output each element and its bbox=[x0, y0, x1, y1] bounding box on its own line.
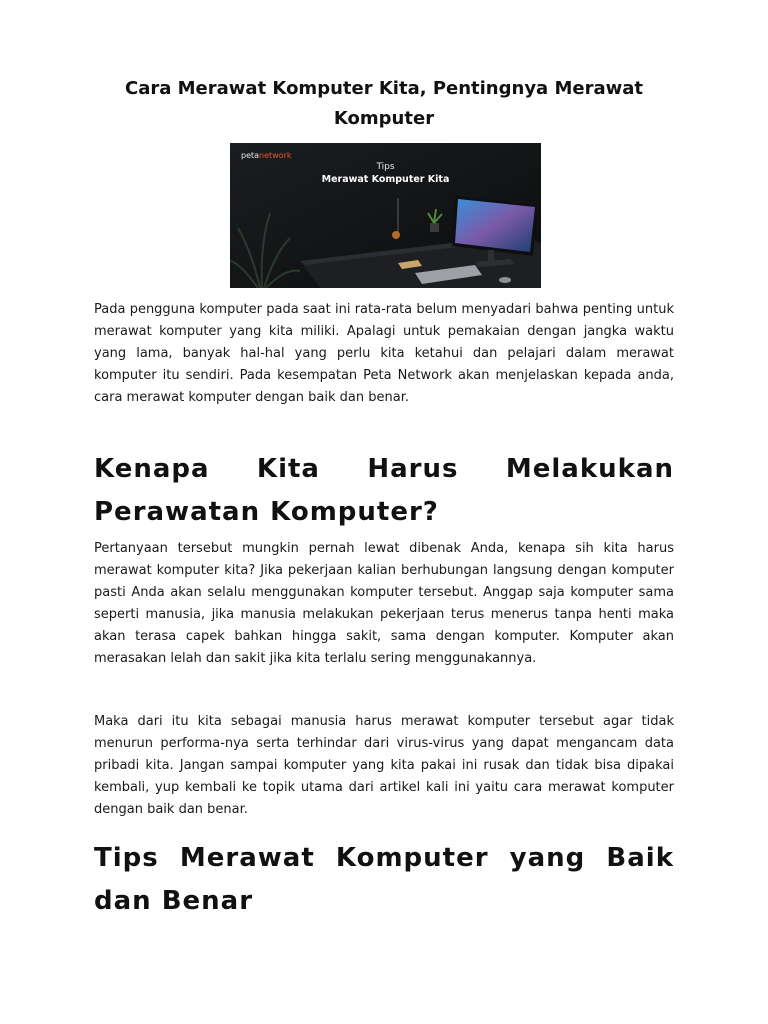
page-title: Cara Merawat Komputer Kita, Pentingnya Merawat Komputer bbox=[125, 78, 643, 129]
hero-image bbox=[230, 143, 541, 288]
mouse-icon bbox=[499, 277, 511, 283]
hero-tips-label: Tips bbox=[376, 162, 395, 172]
intro-paragraph: Pada pengguna komputer pada saat ini rata-rata belum menyadari bahwa penting untuk merawat komputer yang kita miliki. Apalagi untuk pemakaian dengan jangka waktu yang lama, banyak hal-hal yang perlu kita ketahui dan pelajari dalam merawat komputer itu sendiri. Pada kesempatan Peta Network akan menjelaskan kepada anda, cara merawat komputer dengan baik dan benar. bbox=[94, 302, 674, 405]
hero-heading: Merawat Komputer Kita bbox=[321, 174, 450, 185]
section-heading-tips: Tips Merawat Komputer yang Baik dan Benar bbox=[94, 843, 674, 916]
brand-logo: petanetwork bbox=[241, 151, 292, 160]
body-paragraph-2: Maka dari itu kita sebagai manusia harus merawat komputer tersebut agar tidak menurun performa-nya serta terhindar dari virus-virus yang dapat mengancam data pribadi kita. Jangan sampai komputer yang kita pakai ini rusak dan tidak bisa dipakai kembali, yup kembali ke topik utama dari artikel kali ini yaitu cara merawat komputer dengan baik dan benar. bbox=[94, 714, 674, 817]
section-heading-why: Kenapa Kita Harus Melakukan Perawatan Komputer? bbox=[94, 454, 674, 527]
body-paragraph-1: Pertanyaan tersebut mungkin pernah lewat dibenak Anda, kenapa sih kita harus merawat komputer kita? Jika pekerjaan kalian berhubungan langsung dengan komputer pasti Anda akan selalu menggunakan komputer tersebut. Anggap saja komputer sama seperti manusia, jika manusia melakukan pekerjaan terus menerus tanpa henti maka akan terasa capek bahkan hingga sakit, sama dengan komputer. Komputer akan merasakan lelah dan sakit jika kita terlalu sering menggunakannya. bbox=[94, 541, 674, 666]
